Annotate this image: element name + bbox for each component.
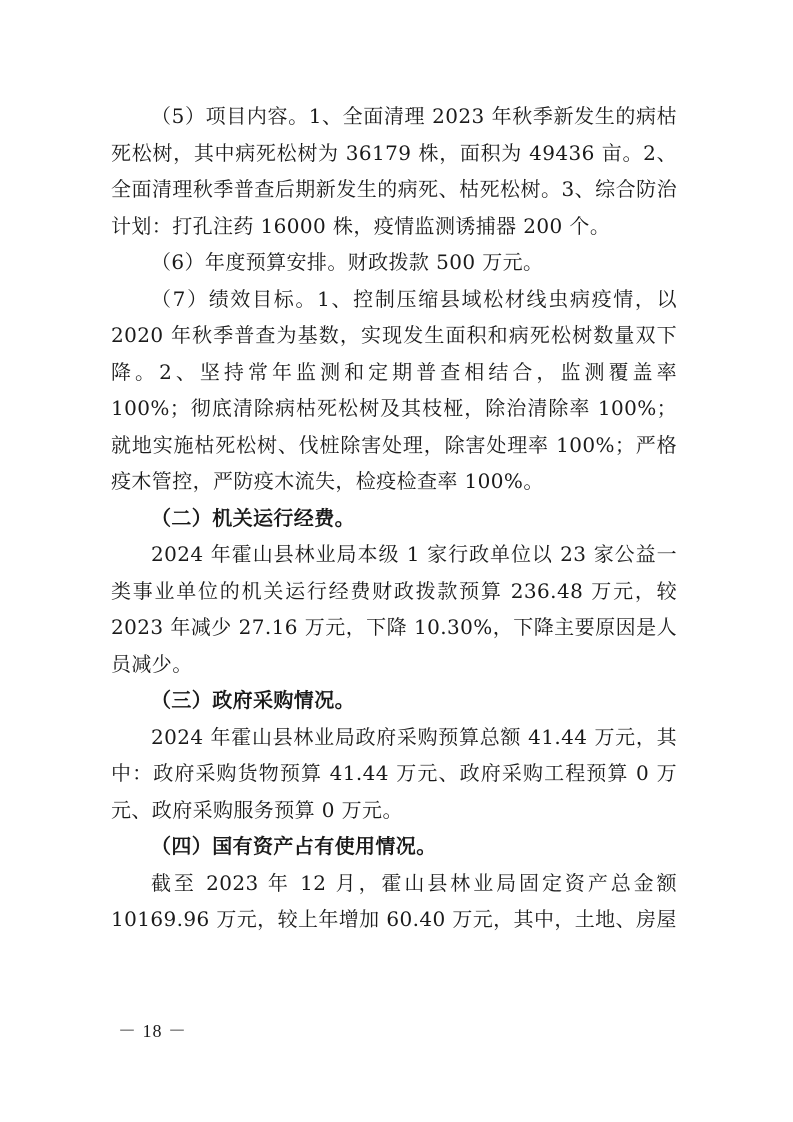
paragraph-operating-expenses: 2024 年霍山县林业局本级 1 家行政单位以 23 家公益一类事业单位的机关运行经费财政拨款预算 236.48 万元，较 2023 年减少 27.16 万元，下降 10.30%，下降主要原因是人员减少。 bbox=[111, 542, 677, 676]
paragraph-state-assets: 截至 2023 年 12 月，霍山县林业局固定资产总金额 10169.96 万元，较上年增加 60.40 万元，其中，土地、房屋 bbox=[111, 870, 677, 931]
paragraph-annual-budget: （6）年度预算安排。财政拨款 500 万元。 bbox=[151, 250, 544, 274]
paragraph-project-content: （5）项目内容。1、全面清理 2023 年秋季新发生的病枯死松树，其中病死松树为 36179 株，面积为 49436 亩。2、全面清理秋季普查后期新发生的病死、枯死松树。3、综合防治计划：打孔注药 16000 株，疫情监测诱捕器 200 个。 bbox=[111, 104, 677, 238]
heading-government-procurement: （三）政府采购情况。 bbox=[151, 688, 355, 712]
heading-state-assets: （四）国有资产占有使用情况。 bbox=[151, 834, 437, 858]
document-body bbox=[111, 98, 677, 938]
paragraph-government-procurement: 2024 年霍山县林业局政府采购预算总额 41.44 万元，其中：政府采购货物预算 41.44 万元、政府采购工程预算 0 万元、政府采购服务预算 0 万元。 bbox=[111, 724, 677, 822]
heading-operating-expenses: （二）机关运行经费。 bbox=[151, 505, 355, 530]
page-number: － 18 － bbox=[118, 1021, 187, 1041]
paragraph-performance-goals: （7）绩效目标。1、控制压缩县域松材线虫病疫情，以 2020 年秋季普查为基数，实现发生面积和病死松树数量双下降。2、坚持常年监测和定期普查相结合，监测覆盖率 100%；彻底清除病枯死松树及其枝桠，除治清除率 100%；就地实施枯死松树、伐桩除害处理，除害处理率 100%；严格疫木管控，严防疫木流失，检疫检查率 100%。 bbox=[111, 286, 677, 493]
